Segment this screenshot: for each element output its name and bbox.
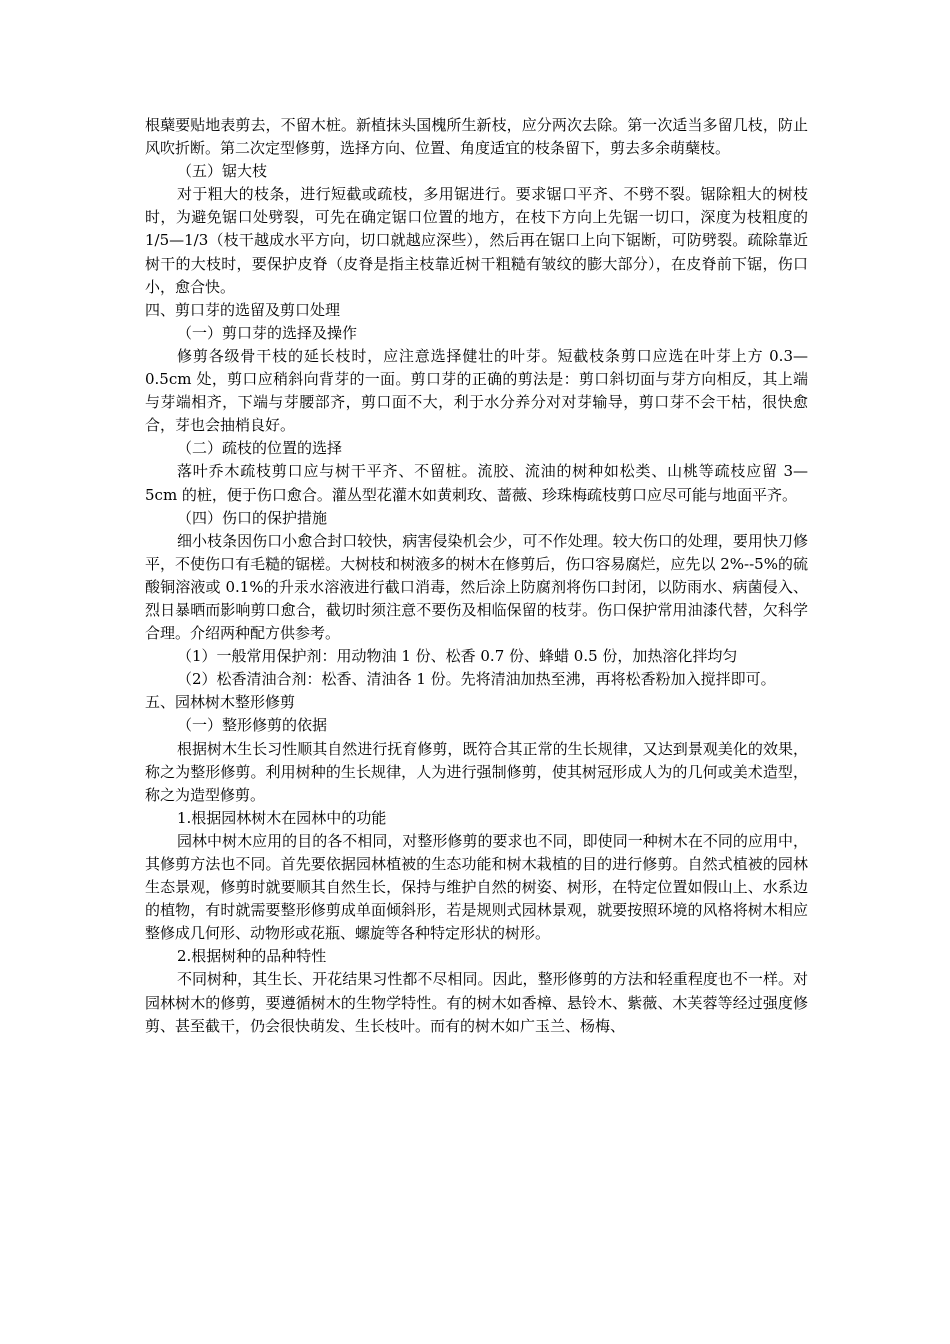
section-subheading: （二）疏枝的位置的选择 <box>177 439 343 458</box>
body-paragraph: 细小枝条因伤口小愈合封口较快，病害侵染机会少，可不作处理。较大伤口的处理，要用快刀修平，不使伤口有毛糙的锯槎。大树枝和树液多的树木在修剪后，伤口容易腐烂，应先以 2%--5%的硫酸铜溶液或 0.1%的升汞水溶液进行截口消毒，然后涂上防腐剂将伤口封闭，以防雨水、病菌侵入、烈日暴晒而影响剪口愈合，截切时须注意不要伤及相临保留的枝芽。伤口保护常用油漆代替，欠科学合理。介绍两种配方供参考。 <box>145 531 808 643</box>
section-heading: 四、剪口芽的选留及剪口处理 <box>145 300 341 319</box>
section-subheading: （一）整形修剪的依据 <box>177 716 328 735</box>
body-paragraph: 落叶乔木疏枝剪口应与树干平齐、不留桩。流胶、流油的树种如松类、山桃等疏枝应留 3—5cm 的桩，便于伤口愈合。灌丛型花灌木如黄刺玫、蔷薇、珍珠梅疏枝剪口应尽可能与地面平齐。 <box>145 462 808 504</box>
body-paragraph: 修剪各级骨干枝的延长枝时，应注意选择健壮的叶芽。短截枝条剪口应选在叶芽上方 0.3—0.5cm 处，剪口应稍斜向背芽的一面。剪口芽的正确的剪法是：剪口斜切面与芽方向相反，其上端与芽端相齐，下端与芽腰部齐，剪口面不大，利于水分养分对对芽输导，剪口芽不会干枯，很快愈合，芽也会抽梢良好。 <box>145 346 808 435</box>
paragraph-continuation: 根蘖要贴地表剪去，不留木桩。新植抹头国槐所生新枝，应分两次去除。第一次适当多留几枝，防止风吹折断。第二次定型修剪，选择方向、位置、角度适宜的枝条留下，剪去多余萌蘖枝。 <box>145 116 808 158</box>
body-paragraph: 不同树种，其生长、开花结果习性都不尽相同。因此，整形修剪的方法和轻重程度也不一样。对园林树木的修剪，要遵循树木的生物学特性。有的树木如香樟、悬铃木、紫薇、木芙蓉等经过强度修剪、甚至截干，仍会很快萌发、生长枝叶。而有的树木如广玉兰、杨梅、 <box>145 970 808 1035</box>
body-paragraph: 对于粗大的枝条，进行短截或疏枝，多用锯进行。要求锯口平齐、不劈不裂。锯除粗大的树枝时，为避免锯口处劈裂，可先在确定锯口位置的地方，在枝下方向上先锯一切口，深度为枝粗度的 1/5—1/3（枝干越成水平方向，切口就越应深些），然后再在锯口上向下锯断，可防劈裂。疏除靠近树干的大枝时，要保护皮脊（皮脊是指主枝靠近树干粗糙有皱纹的膨大部分），在皮脊前下锯，伤口小，愈合快。 <box>145 185 808 296</box>
formula-item: （2）松香清油合剂：松香、清油各 1 份。先将清油加热至沸，再将松香粉加入搅拌即可。 <box>177 670 776 689</box>
body-paragraph: 根据树木生长习性顺其自然进行抚育修剪，既符合其正常的生长规律，又达到景观美化的效果，称之为整形修剪。利用树种的生长规律，人为进行强制修剪，使其树冠形成人为的几何或美术造型，称之为造型修剪。 <box>145 739 808 804</box>
section-heading: 五、园林树木整形修剪 <box>145 693 296 712</box>
section-subheading: （四）伤口的保护措施 <box>177 508 328 527</box>
section-subheading: （一）剪口芽的选择及操作 <box>177 323 358 342</box>
section-subheading: （五）锯大枝 <box>177 162 268 181</box>
body-paragraph: 园林中树木应用的目的各不相同，对整形修剪的要求也不同，即使同一种树木在不同的应用中，其修剪方法也不同。首先要依据园林植被的生态功能和树木栽植的目的进行修剪。自然式植被的园林生态景观，修剪时就要顺其自然生长，保持与维护自然的树姿、树形，在特定位置如假山上、水系边的植物，有时就需要整形修剪成单面倾斜形，若是规则式园林景观，就要按照环境的风格将树木相应整修成几何形、动物形或花瓶、螺旋等各种特定形状的树形。 <box>145 831 808 943</box>
section-subheading: 1.根据园林树木在园林中的功能 <box>177 808 387 827</box>
document-page <box>145 114 808 1038</box>
formula-item: （1）一般常用保护剂：用动物油 1 份、松香 0.7 份、蜂蜡 0.5 份，加热溶化拌均匀 <box>177 647 738 666</box>
section-subheading: 2.根据树种的品种特性 <box>177 947 327 966</box>
